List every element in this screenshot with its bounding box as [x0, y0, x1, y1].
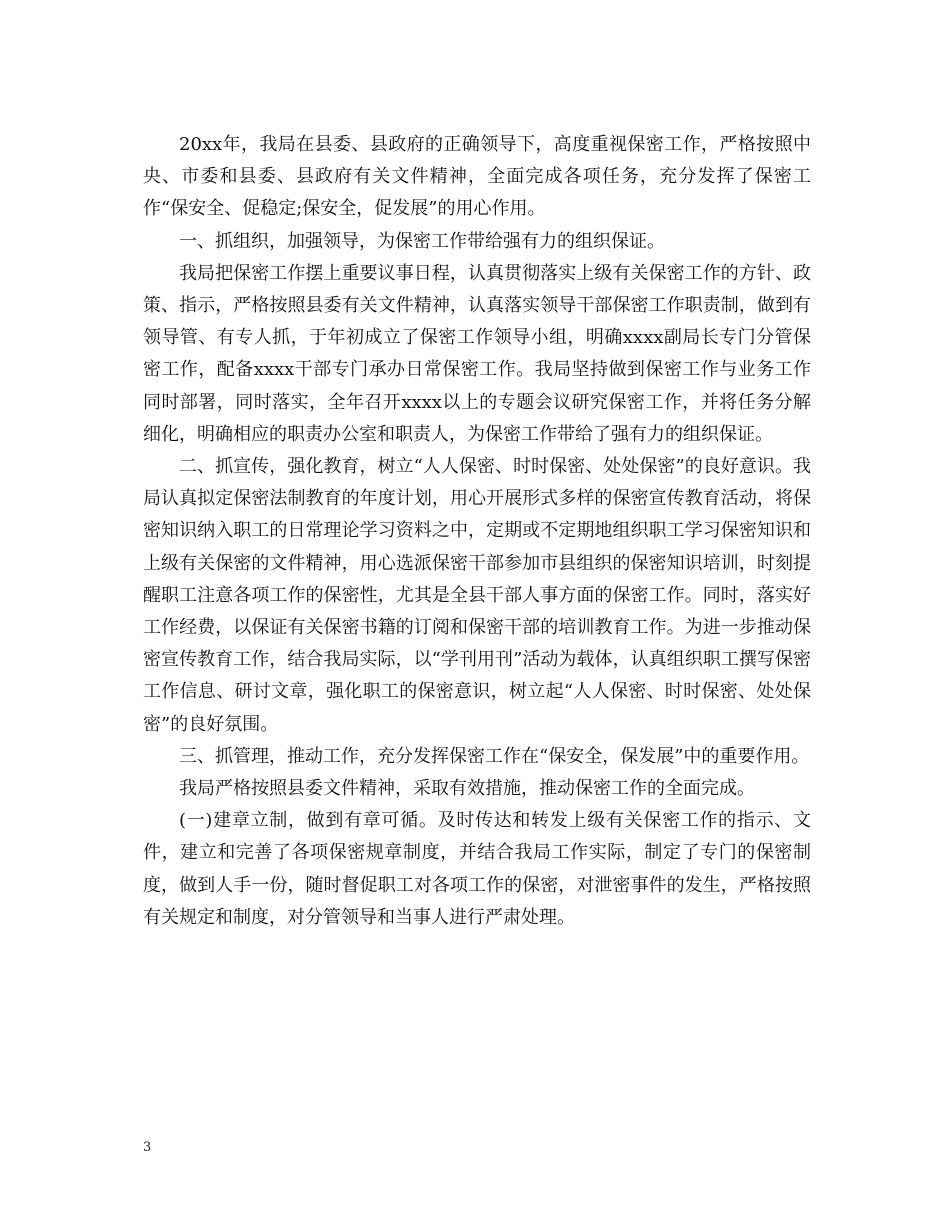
paragraph-section-3-intro: 我局严格按照县委文件精神，采取有效措施，推动保密工作的全面完成。 — [179, 778, 755, 800]
paragraph-section-3-item-1: (一)建章立制，做到有章可循。及时传达和转发上级有关保密工作的指示、文件，建立和完善了各项保密规章制度，并结合我局工作实际，制定了专门的保密制度，做到人手一份，随时督促职工对各项工作的保密，对泄密事件的发生，严格按照有关规定和制度，对分管领导和当事人进行严肃处理。 — [143, 810, 811, 928]
paragraph-intro: 20xx年，我局在县委、县政府的正确领导下，高度重视保密工作，严格按照中央、市委和县委、县政府有关文件精神，全面完成各项任务，充分发挥了保密工作“保安全、促稳定;保安全，促发展”的用心作用。 — [143, 134, 811, 220]
paragraph-section-3-heading: 三、抓管理，推动工作，充分发挥保密工作在“保安全，保发展”中的重要作用。 — [179, 745, 810, 767]
paragraph-section-1-body: 我局把保密工作摆上重要议事日程，认真贯彻落实上级有关保密工作的方针、政策、指示，严格按照县委有关文件精神，认真落实领导干部保密工作职责制，做到有领导管、有专人抓，于年初成立了保密工作领导小组，明确xxxx副局长专门分管保密工作，配备xxxx干部专门承办日常保密工作。我局坚持做到保密工作与业务工作同时部署，同时落实，全年召开xxxx以上的专题会议研究保密工作，并将任务分解细化，明确相应的职责办公室和职责人，为保密工作带给了强有力的组织保证。 — [143, 262, 811, 445]
page-number: 3 — [143, 1140, 152, 1155]
document-body — [143, 129, 811, 934]
paragraph-section-1-heading: 一、抓组织，加强领导，为保密工作带给强有力的组织保证。 — [179, 230, 665, 252]
paragraph-section-2: 二、抓宣传，强化教育，树立“人人保密、时时保密、处处保密”的良好意识。我局认真拟定保密法制教育的年度计划，用心开展形式多样的保密宣传教育活动，将保密知识纳入职工的日常理论学习资料之中，定期或不定期地组织职工学习保密知识和上级有关保密的文件精神，用心选派保密干部参加市县组织的保密知识培训，时刻提醒职工注意各项工作的保密性，尤其是全县干部人事方面的保密工作。同时，落实好工作经费，以保证有关保密书籍的订阅和保密干部的培训教育工作。为进一步推动保密宣传教育工作，结合我局实际，以“学刊用刊”活动为载体，认真组织职工撰写保密工作信息、研讨文章，强化职工的保密意识，树立起“人人保密、时时保密、处处保密”的良好氛围。 — [143, 456, 811, 735]
